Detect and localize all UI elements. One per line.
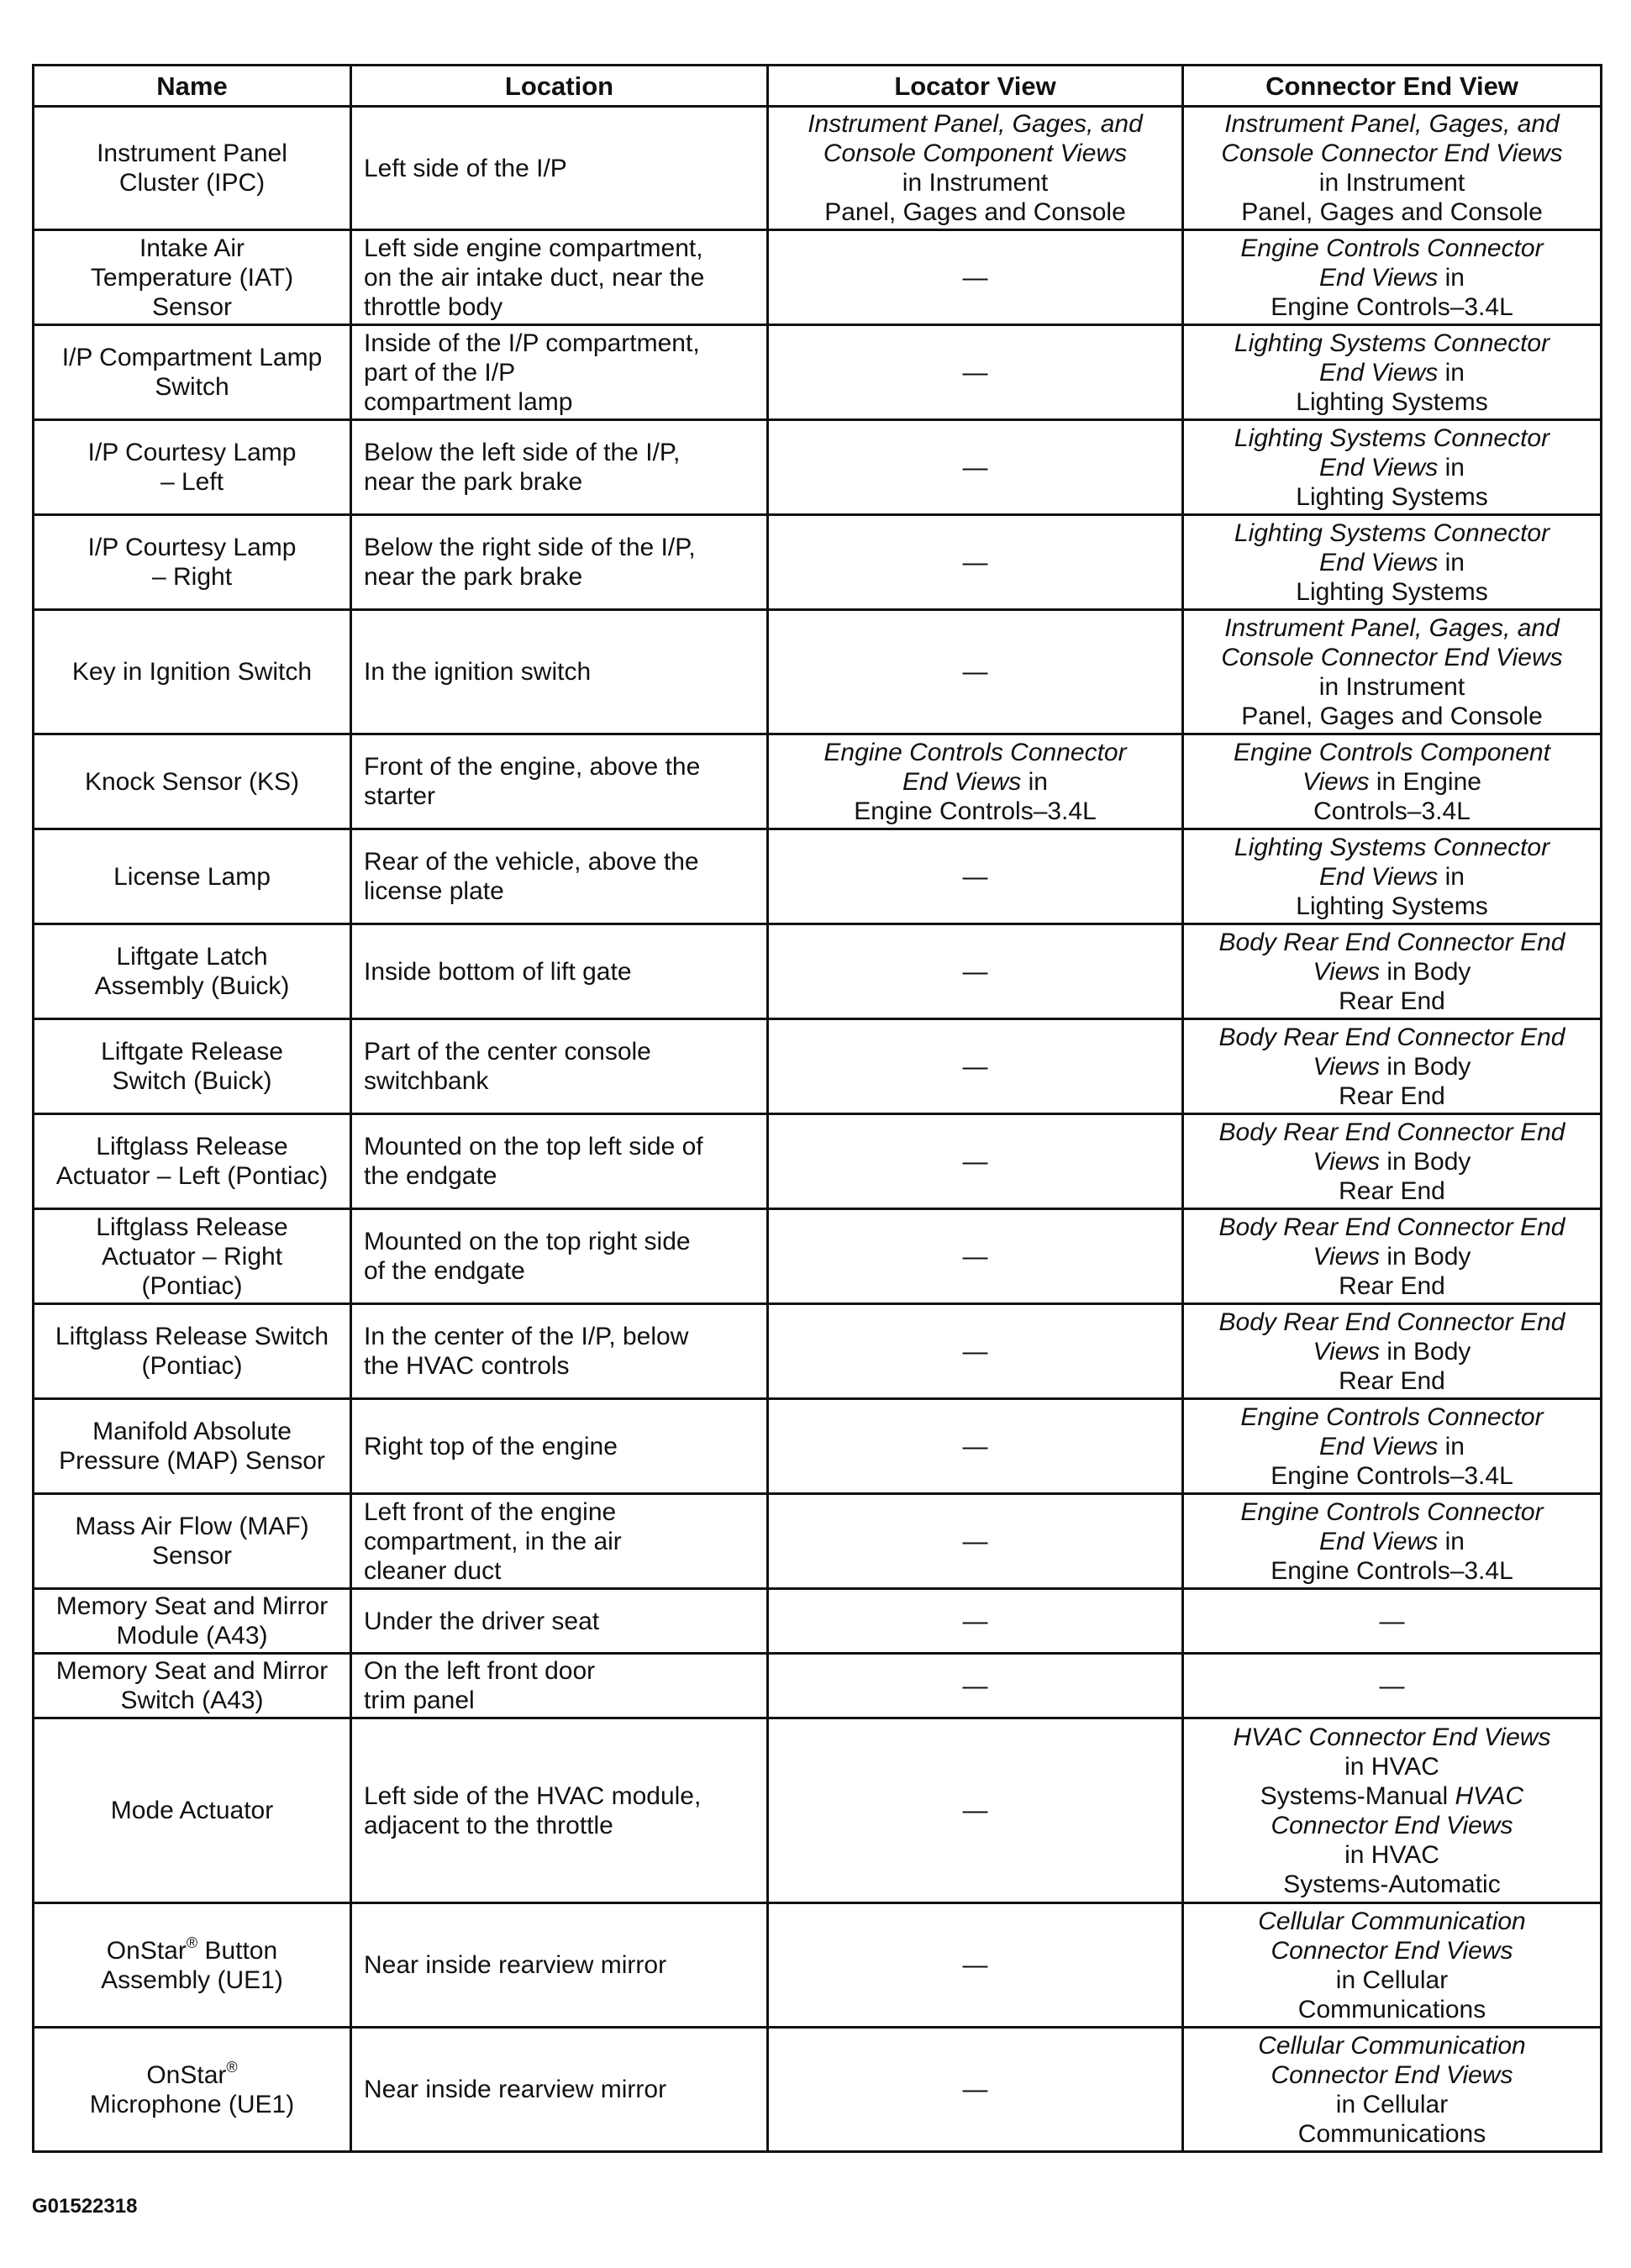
locator-view: —	[768, 1209, 1183, 1304]
connector-end-view: Engine Controls Connector End Views in Engine Controls–3.4L	[1183, 1399, 1602, 1494]
locator-view: —	[768, 1494, 1183, 1589]
locator-view: —	[768, 829, 1183, 924]
locator-view: —	[768, 1019, 1183, 1114]
table-row	[34, 734, 1602, 829]
header-locator-view: Locator View	[768, 66, 1183, 107]
component-name: Memory Seat and Mirror Module (A43)	[34, 1589, 351, 1654]
locator-view: —	[768, 2028, 1183, 2152]
component-name: I/P Courtesy Lamp – Right	[34, 515, 351, 610]
component-name: Liftgate Release Switch (Buick)	[34, 1019, 351, 1114]
connector-end-view: Instrument Panel, Gages, and Console Connector End Views in Instrument Panel, Gages and Console	[1183, 107, 1602, 230]
table-row	[34, 325, 1602, 420]
locator-view: Engine Controls Connector End Views in Engine Controls–3.4L	[768, 734, 1183, 829]
table-row	[34, 1399, 1602, 1494]
component-location: Rear of the vehicle, above the license plate	[351, 829, 768, 924]
locator-view: —	[768, 1399, 1183, 1494]
table-row	[34, 1114, 1602, 1209]
connector-end-view: Lighting Systems Connector End Views in Lighting Systems	[1183, 515, 1602, 610]
component-location: Inside of the I/P compartment, part of the I/P compartment lamp	[351, 325, 768, 420]
component-location: Left side of the I/P	[351, 107, 768, 230]
table-row	[34, 1589, 1602, 1654]
component-location: Below the left side of the I/P, near the park brake	[351, 420, 768, 515]
locator-view: —	[768, 1654, 1183, 1718]
table-row	[34, 1304, 1602, 1399]
locator-view: —	[768, 420, 1183, 515]
connector-end-view: —	[1183, 1589, 1602, 1654]
component-location: Left front of the engine compartment, in the air cleaner duct	[351, 1494, 768, 1589]
table-row	[34, 1718, 1602, 1903]
component-name: Mass Air Flow (MAF) Sensor	[34, 1494, 351, 1589]
locator-view: —	[768, 230, 1183, 325]
table-row	[34, 1209, 1602, 1304]
component-location: Below the right side of the I/P, near the park brake	[351, 515, 768, 610]
connector-end-view: Body Rear End Connector End Views in Body Rear End	[1183, 1209, 1602, 1304]
connector-end-view: Lighting Systems Connector End Views in Lighting Systems	[1183, 420, 1602, 515]
connector-end-view: —	[1183, 1654, 1602, 1718]
component-name: Intake Air Temperature (IAT) Sensor	[34, 230, 351, 325]
connector-end-view: Body Rear End Connector End Views in Body Rear End	[1183, 1019, 1602, 1114]
table-row	[34, 420, 1602, 515]
component-name: Liftglass Release Actuator – Left (Pontiac)	[34, 1114, 351, 1209]
locator-view: —	[768, 1718, 1183, 1903]
connector-end-view: Engine Controls Connector End Views in Engine Controls–3.4L	[1183, 1494, 1602, 1589]
locator-view: —	[768, 1589, 1183, 1654]
locator-view: —	[768, 610, 1183, 734]
component-location: Mounted on the top left side of the endgate	[351, 1114, 768, 1209]
component-location: Inside bottom of lift gate	[351, 924, 768, 1019]
component-location: Left side engine compartment, on the air intake duct, near the throttle body	[351, 230, 768, 325]
locator-view: —	[768, 924, 1183, 1019]
connector-end-view: Instrument Panel, Gages, and Console Connector End Views in Instrument Panel, Gages and Console	[1183, 610, 1602, 734]
table-row	[34, 1903, 1602, 2028]
component-name: Manifold Absolute Pressure (MAP) Sensor	[34, 1399, 351, 1494]
table-row	[34, 2028, 1602, 2152]
component-location: Mounted on the top right side of the endgate	[351, 1209, 768, 1304]
component-name: Liftglass Release Switch (Pontiac)	[34, 1304, 351, 1399]
connector-end-view: Body Rear End Connector End Views in Body Rear End	[1183, 1114, 1602, 1209]
table-row	[34, 829, 1602, 924]
connector-end-view: HVAC Connector End Views in HVAC Systems-Manual HVAC Connector End Views in HVAC Systems-Automatic	[1183, 1718, 1602, 1903]
table-row	[34, 107, 1602, 230]
component-name: Liftglass Release Actuator – Right (Pontiac)	[34, 1209, 351, 1304]
connector-end-view: Cellular Communication Connector End Views in Cellular Communications	[1183, 1903, 1602, 2028]
table-row	[34, 515, 1602, 610]
component-location: Right top of the engine	[351, 1399, 768, 1494]
table-row	[34, 1494, 1602, 1589]
table-row	[34, 1019, 1602, 1114]
connector-end-view: Engine Controls Connector End Views in Engine Controls–3.4L	[1183, 230, 1602, 325]
header-location: Location	[351, 66, 768, 107]
table-row	[34, 230, 1602, 325]
locator-view: —	[768, 1114, 1183, 1209]
connector-end-view: Engine Controls Component Views in Engine Controls–3.4L	[1183, 734, 1602, 829]
locator-view: —	[768, 325, 1183, 420]
component-name: Knock Sensor (KS)	[34, 734, 351, 829]
table-row	[34, 924, 1602, 1019]
component-location: In the center of the I/P, below the HVAC controls	[351, 1304, 768, 1399]
component-location: Part of the center console switchbank	[351, 1019, 768, 1114]
component-name: Memory Seat and Mirror Switch (A43)	[34, 1654, 351, 1718]
connector-end-view: Lighting Systems Connector End Views in Lighting Systems	[1183, 829, 1602, 924]
connector-table	[32, 64, 1602, 2153]
component-location: In the ignition switch	[351, 610, 768, 734]
locator-view: —	[768, 515, 1183, 610]
connector-end-view: Body Rear End Connector End Views in Body Rear End	[1183, 1304, 1602, 1399]
component-name: OnStar® Button Assembly (UE1)	[34, 1903, 351, 2028]
component-name: License Lamp	[34, 829, 351, 924]
component-name: Mode Actuator	[34, 1718, 351, 1903]
connector-end-view: Body Rear End Connector End Views in Body Rear End	[1183, 924, 1602, 1019]
component-location: Front of the engine, above the starter	[351, 734, 768, 829]
component-name: Instrument Panel Cluster (IPC)	[34, 107, 351, 230]
component-name: OnStar® Microphone (UE1)	[34, 2028, 351, 2152]
component-name: Key in Ignition Switch	[34, 610, 351, 734]
header-connector-end-view: Connector End View	[1183, 66, 1602, 107]
component-location: On the left front door trim panel	[351, 1654, 768, 1718]
figure-id: G01522318	[32, 2195, 138, 2218]
locator-view: —	[768, 1903, 1183, 2028]
component-name: I/P Compartment Lamp Switch	[34, 325, 351, 420]
component-location: Left side of the HVAC module, adjacent to the throttle	[351, 1718, 768, 1903]
locator-view: Instrument Panel, Gages, and Console Component Views in Instrument Panel, Gages and Console	[768, 107, 1183, 230]
header-row	[34, 66, 1602, 107]
component-name: Liftgate Latch Assembly (Buick)	[34, 924, 351, 1019]
component-location: Near inside rearview mirror	[351, 2028, 768, 2152]
table-row	[34, 1654, 1602, 1718]
connector-end-view: Cellular Communication Connector End Views in Cellular Communications	[1183, 2028, 1602, 2152]
connector-end-view: Lighting Systems Connector End Views in Lighting Systems	[1183, 325, 1602, 420]
header-name: Name	[34, 66, 351, 107]
connector-table-sheet	[32, 64, 1600, 2153]
table-row	[34, 610, 1602, 734]
component-location: Under the driver seat	[351, 1589, 768, 1654]
component-location: Near inside rearview mirror	[351, 1903, 768, 2028]
locator-view: —	[768, 1304, 1183, 1399]
component-name: I/P Courtesy Lamp – Left	[34, 420, 351, 515]
